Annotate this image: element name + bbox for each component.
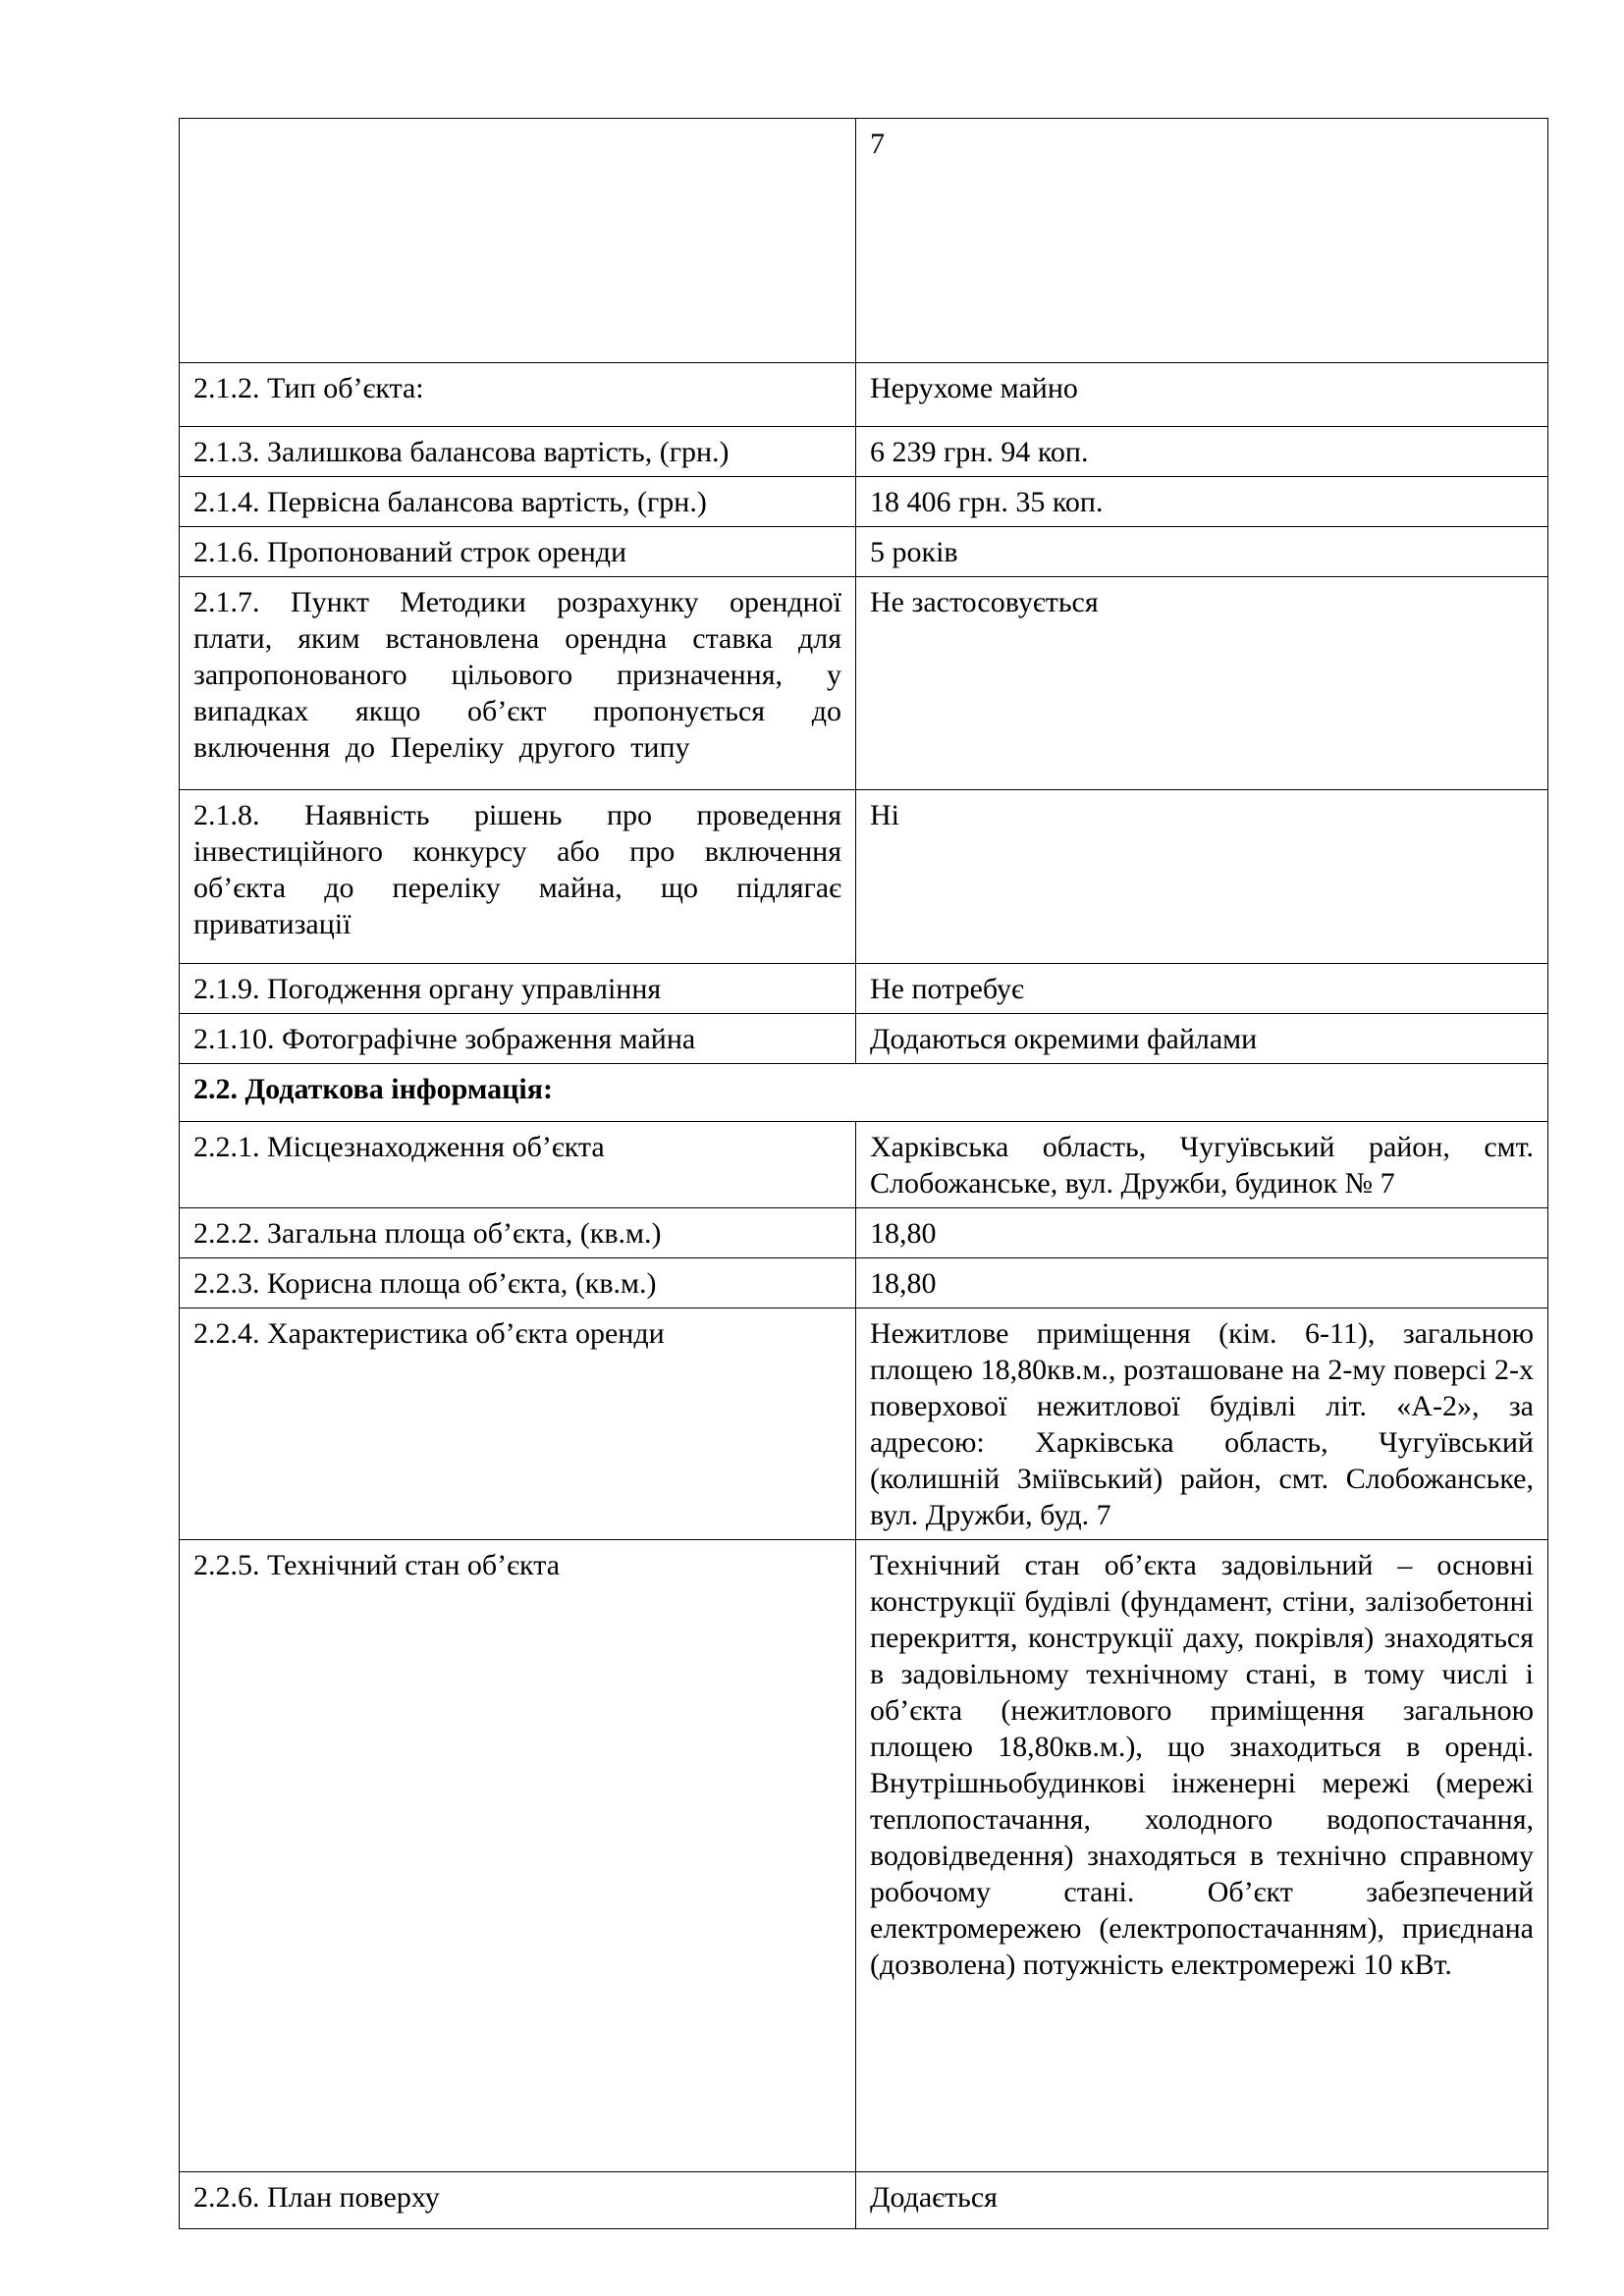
table-row (180, 2172, 1548, 2229)
field-value: Харківська область, Чугуївський район, смт. Слобожанське, вул. Дружби, будинок № 7 (856, 1122, 1548, 1208)
table-row (180, 119, 1548, 363)
field-label: 2.1.7. Пункт Методики розрахунку орендної плати, яким встановлена орендна ставка для запропонованого цільового призначення, у випадках якщо об’єкт пропонується до включення до Переліку другого типу (180, 577, 856, 790)
field-label: 2.1.3. Залишкова балансова вартість, (грн.) (180, 427, 856, 477)
table-row (180, 1308, 1548, 1540)
field-value: 18 406 грн. 35 коп. (856, 477, 1548, 527)
field-value: Технічний стан об’єкта задовільний – основні конструкції будівлі (фундамент, стіни, залізобетонні перекриття, конструкції даху, покрівля) знаходяться в задовільному технічному стані, в тому числі і об’єкта (нежитлового приміщення загальною площею 18,80кв.м.), що знаходиться в оренді. Внутрішньобудинкові інженерні мережі (мережі теплопостачання, холодного водопостачання, водовідведення) знаходяться в технічно справному робочому стані. Об’єкт забезпечений електромережею (електропостачанням), приєднана (дозволена) потужність електромережі 10 кВт. (856, 1540, 1548, 2172)
field-value: 6 239 грн. 94 коп. (856, 427, 1548, 477)
field-value: Додаються окремими файлами (856, 1014, 1548, 1064)
field-label: 2.1.4. Первісна балансова вартість, (грн.) (180, 477, 856, 527)
field-label: 2.1.6. Пропонований строк оренди (180, 527, 856, 577)
field-label: 2.1.8. Наявність рішень про проведення інвестиційного конкурсу або про включення об’єкта до переліку майна, що підлягає приватизації (180, 790, 856, 964)
table-row (180, 363, 1548, 427)
field-value: Ні (856, 790, 1548, 964)
field-value: Не потребує (856, 964, 1548, 1014)
field-label: 2.2.2. Загальна площа об’єкта, (кв.м.) (180, 1208, 856, 1258)
field-label: 2.2.4. Характеристика об’єкта оренди (180, 1308, 856, 1540)
field-label: 2.2.3. Корисна площа об’єкта, (кв.м.) (180, 1258, 856, 1308)
table-row (180, 1258, 1548, 1308)
field-value: Нежитлове приміщення (кім. 6-11), загальною площею 18,80кв.м., розташоване на 2-му поверсі 2-х поверхової нежитлової будівлі літ. «А-2», за адресою: Харківська область, Чугуївський (колишній Зміївський) район, смт. Слобожанське, вул. Дружби, буд. 7 (856, 1308, 1548, 1540)
table-row (180, 1014, 1548, 1064)
table-row (180, 427, 1548, 477)
table-row (180, 964, 1548, 1014)
field-value: Не застосовується (856, 577, 1548, 790)
field-label: 2.1.10. Фотографічне зображення майна (180, 1014, 856, 1064)
field-value: 7 (856, 119, 1548, 363)
table-row (180, 1122, 1548, 1208)
table-row (180, 1540, 1548, 2172)
table-row (180, 577, 1548, 790)
field-value: 18,80 (856, 1208, 1548, 1258)
field-label: 2.2.1. Місцезнаходження об’єкта (180, 1122, 856, 1208)
field-value: Додається (856, 2172, 1548, 2229)
field-label: 2.1.9. Погодження органу управління (180, 964, 856, 1014)
table-row (180, 790, 1548, 964)
property-info-table (179, 118, 1548, 2229)
field-value: 5 років (856, 527, 1548, 577)
section-title: 2.2. Додаткова інформація: (180, 1064, 1548, 1122)
table-row (180, 527, 1548, 577)
field-value: Нерухоме майно (856, 363, 1548, 427)
section-header-row (180, 1064, 1548, 1122)
field-label: 2.2.6. План поверху (180, 2172, 856, 2229)
field-value: 18,80 (856, 1258, 1548, 1308)
table-row (180, 1208, 1548, 1258)
field-label: 2.1.2. Тип об’єкта: (180, 363, 856, 427)
field-label: 2.2.5. Технічний стан об’єкта (180, 1540, 856, 2172)
table-row (180, 477, 1548, 527)
empty-label-cell (180, 119, 856, 363)
